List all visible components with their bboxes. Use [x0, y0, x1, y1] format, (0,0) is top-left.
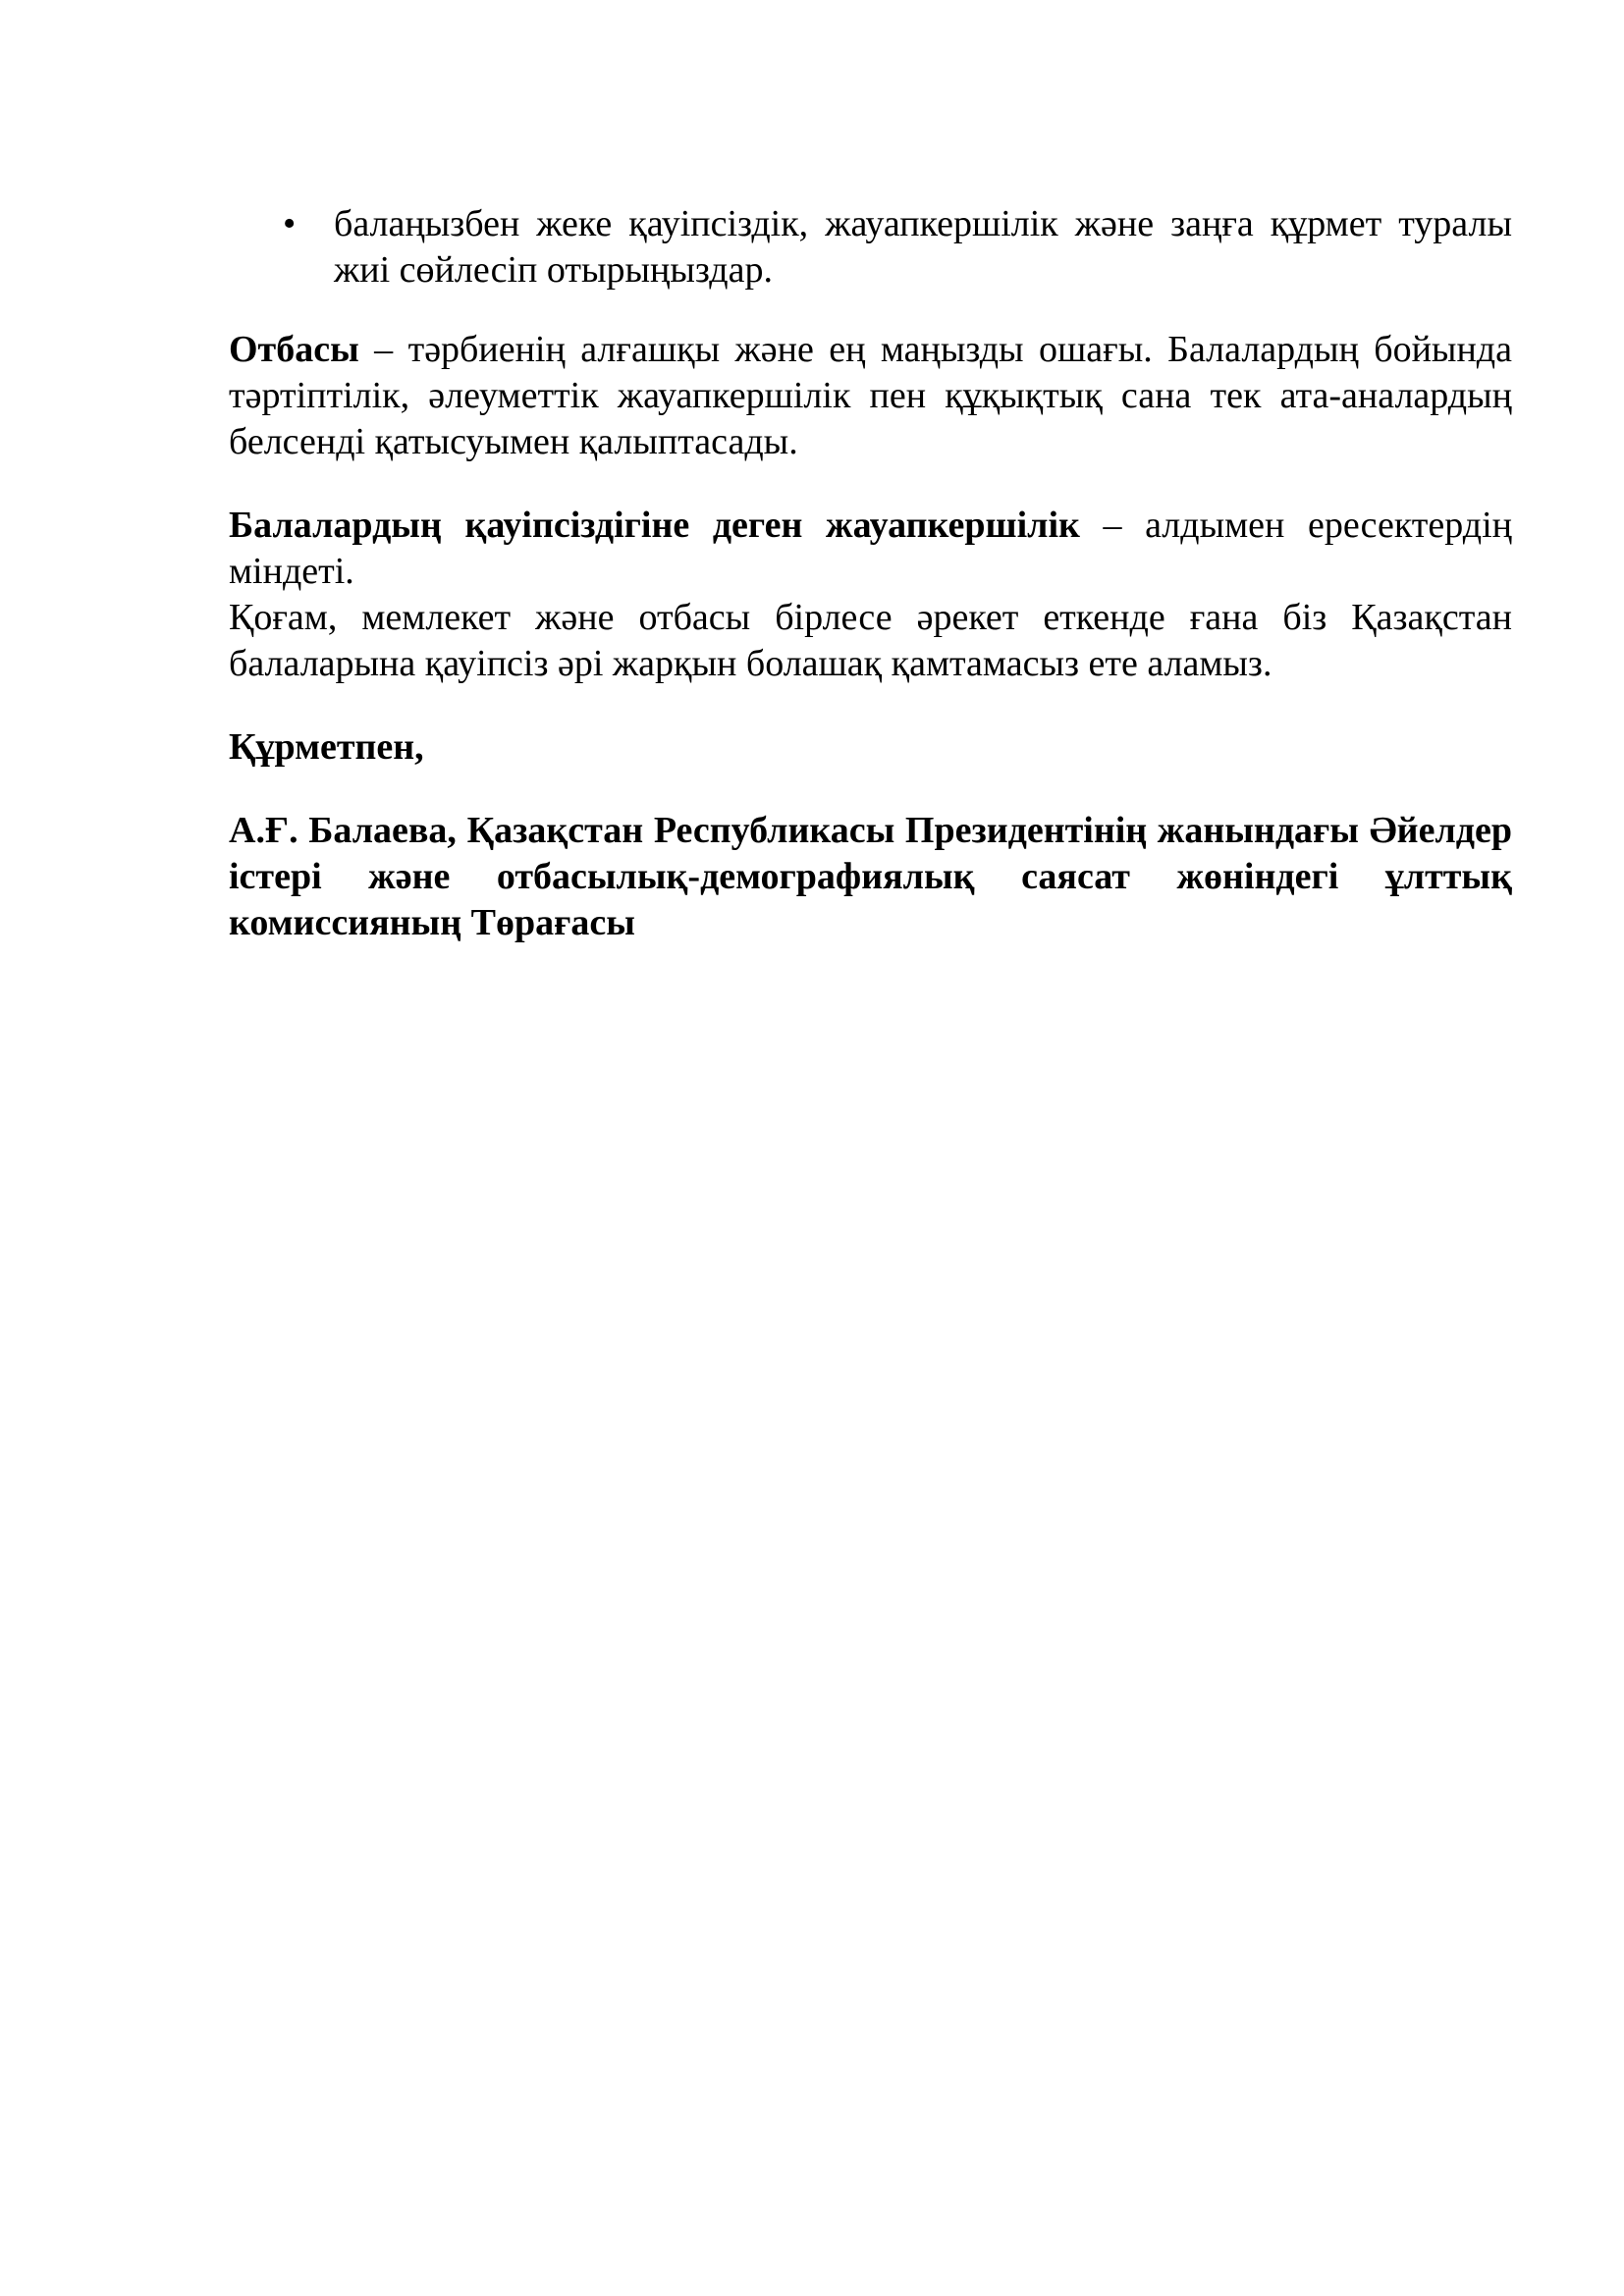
paragraph-family: [229, 327, 1512, 465]
paragraph-responsibility-lead: Балалардың қауіпсіздігіне деген жауапкершілік: [229, 505, 1080, 546]
bullet-text: балаңызбен жеке қауіпсіздік, жауапкершілік және заңға құрмет туралы жиі сөйлесіп отырыңыздар.: [334, 203, 1512, 291]
bullet-icon: •: [283, 203, 297, 244]
paragraph-society: [229, 595, 1512, 687]
list-item: [229, 201, 1512, 294]
paragraph-responsibility-body: – алдымен ересектердің міндеті.: [229, 505, 1513, 592]
paragraph-responsibility: [229, 503, 1512, 595]
paragraph-family-body: – тәрбиенің алғашқы және ең маңызды ошағы. Балалардың бойында тәртіптілік, әлеуметтік жауапкершілік пен құқықтық сана тек ата-аналардың белсенді қатысуымен қалыптасады.: [229, 329, 1512, 462]
signature-text: А.Ғ. Балаева, Қазақстан Республикасы Президентінің жанындағы Әйелдер істері және отбасылық-демографиялық саясат жөніндегі ұлттық комиссияның Төрағасы: [229, 810, 1512, 943]
closing-salutation: [229, 724, 1512, 771]
closing-text: Құрметпен,: [229, 726, 424, 768]
paragraph-society-body: Қоғам, мемлекет және отбасы бірлесе әрекет еткенде ғана біз Қазақстан балаларына қауіпсіз әрі жарқын болашақ қамтамасыз ете аламыз.: [229, 597, 1512, 684]
paragraph-family-lead: Отбасы: [229, 329, 359, 370]
signature-block: [229, 808, 1512, 946]
bullet-list: [229, 201, 1512, 294]
